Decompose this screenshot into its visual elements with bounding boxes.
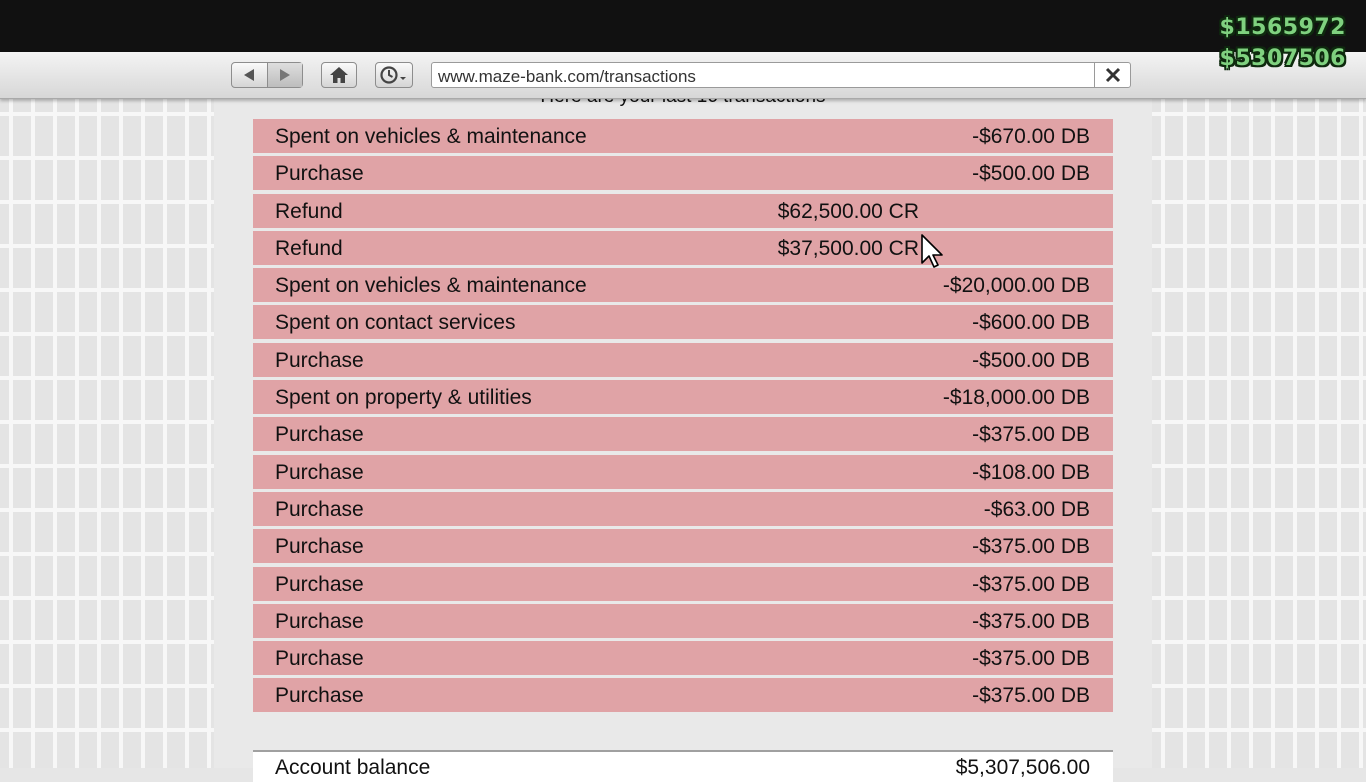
close-button[interactable] xyxy=(1094,63,1130,87)
table-row xyxy=(253,194,1113,228)
transaction-description: Purchase xyxy=(275,572,364,596)
bank-amount: $5307506 xyxy=(1219,46,1346,71)
transaction-debit: -$375.00 DB xyxy=(972,647,1090,671)
transaction-description: Purchase xyxy=(275,609,364,633)
table-row xyxy=(253,119,1113,153)
transaction-description: Spent on vehicles & maintenance xyxy=(275,125,587,148)
table-row xyxy=(253,567,1113,601)
table-row xyxy=(253,641,1113,675)
table-row xyxy=(253,305,1113,339)
transaction-debit: -$375.00 DB xyxy=(972,609,1090,633)
address-bar[interactable] xyxy=(431,62,1131,88)
account-balance-row xyxy=(253,750,1113,782)
transaction-description: Purchase xyxy=(275,535,364,559)
transaction-description: Spent on vehicles & maintenance xyxy=(275,274,587,298)
transaction-credit: $62,500.00 CR xyxy=(777,199,919,223)
balance-label: Account balance xyxy=(275,756,431,779)
transaction-debit: -$20,000.00 DB xyxy=(942,274,1090,298)
close-icon xyxy=(1105,67,1121,83)
mouse-cursor-icon xyxy=(921,234,945,270)
forward-button[interactable] xyxy=(267,63,303,87)
transaction-debit: -$375.00 DB xyxy=(972,423,1090,447)
cash-amount: $1565972 xyxy=(1219,15,1346,40)
clock-icon xyxy=(379,65,409,85)
transaction-debit: -$108.00 DB xyxy=(972,460,1090,484)
table-row xyxy=(253,417,1113,451)
table-row xyxy=(253,380,1113,414)
transaction-description: Purchase xyxy=(275,423,364,447)
page-content xyxy=(214,98,1152,779)
history-button[interactable] xyxy=(375,62,413,88)
game-top-bar xyxy=(0,0,1366,52)
transaction-description: Refund xyxy=(275,236,343,260)
background-pattern-left xyxy=(0,98,214,768)
balance-value: $5,307,506.00 xyxy=(955,756,1090,779)
transaction-description: Spent on contact services xyxy=(275,311,516,335)
transaction-description: Refund xyxy=(275,199,343,223)
money-hud xyxy=(1220,12,1346,74)
transaction-description: Purchase xyxy=(275,684,364,708)
transaction-description: Purchase xyxy=(275,162,364,186)
transaction-description: Purchase xyxy=(275,497,364,521)
transaction-description: Purchase xyxy=(275,647,364,671)
table-row xyxy=(253,156,1113,190)
transaction-debit: -$500.00 DB xyxy=(972,348,1090,372)
table-row xyxy=(253,678,1113,712)
transaction-debit: -$375.00 DB xyxy=(972,535,1090,559)
background-pattern-right xyxy=(1152,98,1366,768)
table-row xyxy=(253,455,1113,489)
transaction-debit: -$600.00 DB xyxy=(972,311,1090,335)
table-row xyxy=(253,492,1113,526)
transactions-table xyxy=(253,119,1113,716)
back-button[interactable] xyxy=(232,63,267,87)
nav-button-group xyxy=(231,62,303,88)
browser-toolbar xyxy=(0,52,1366,99)
table-row xyxy=(253,268,1113,302)
table-row xyxy=(253,343,1113,377)
table-row xyxy=(253,604,1113,638)
transaction-debit: -$500.00 DB xyxy=(972,162,1090,186)
back-arrow-icon xyxy=(244,69,254,81)
url-text[interactable]: www.maze-bank.com/transactions xyxy=(438,67,696,86)
transaction-debit: -$375.00 DB xyxy=(972,572,1090,596)
home-icon xyxy=(329,66,349,84)
forward-arrow-icon xyxy=(280,69,290,81)
home-button[interactable] xyxy=(321,62,357,88)
transaction-description: Purchase xyxy=(275,460,364,484)
transaction-debit: -$63.00 DB xyxy=(983,497,1090,521)
transaction-debit: -$375.00 DB xyxy=(972,684,1090,708)
transaction-debit: -$670.00 DB xyxy=(972,125,1090,148)
transaction-description: Purchase xyxy=(275,348,364,372)
table-row xyxy=(253,231,1113,265)
table-row xyxy=(253,529,1113,563)
transaction-debit: -$18,000.00 DB xyxy=(942,386,1090,410)
transaction-description: Spent on property & utilities xyxy=(275,386,532,410)
transaction-credit: $37,500.00 CR xyxy=(777,236,919,260)
